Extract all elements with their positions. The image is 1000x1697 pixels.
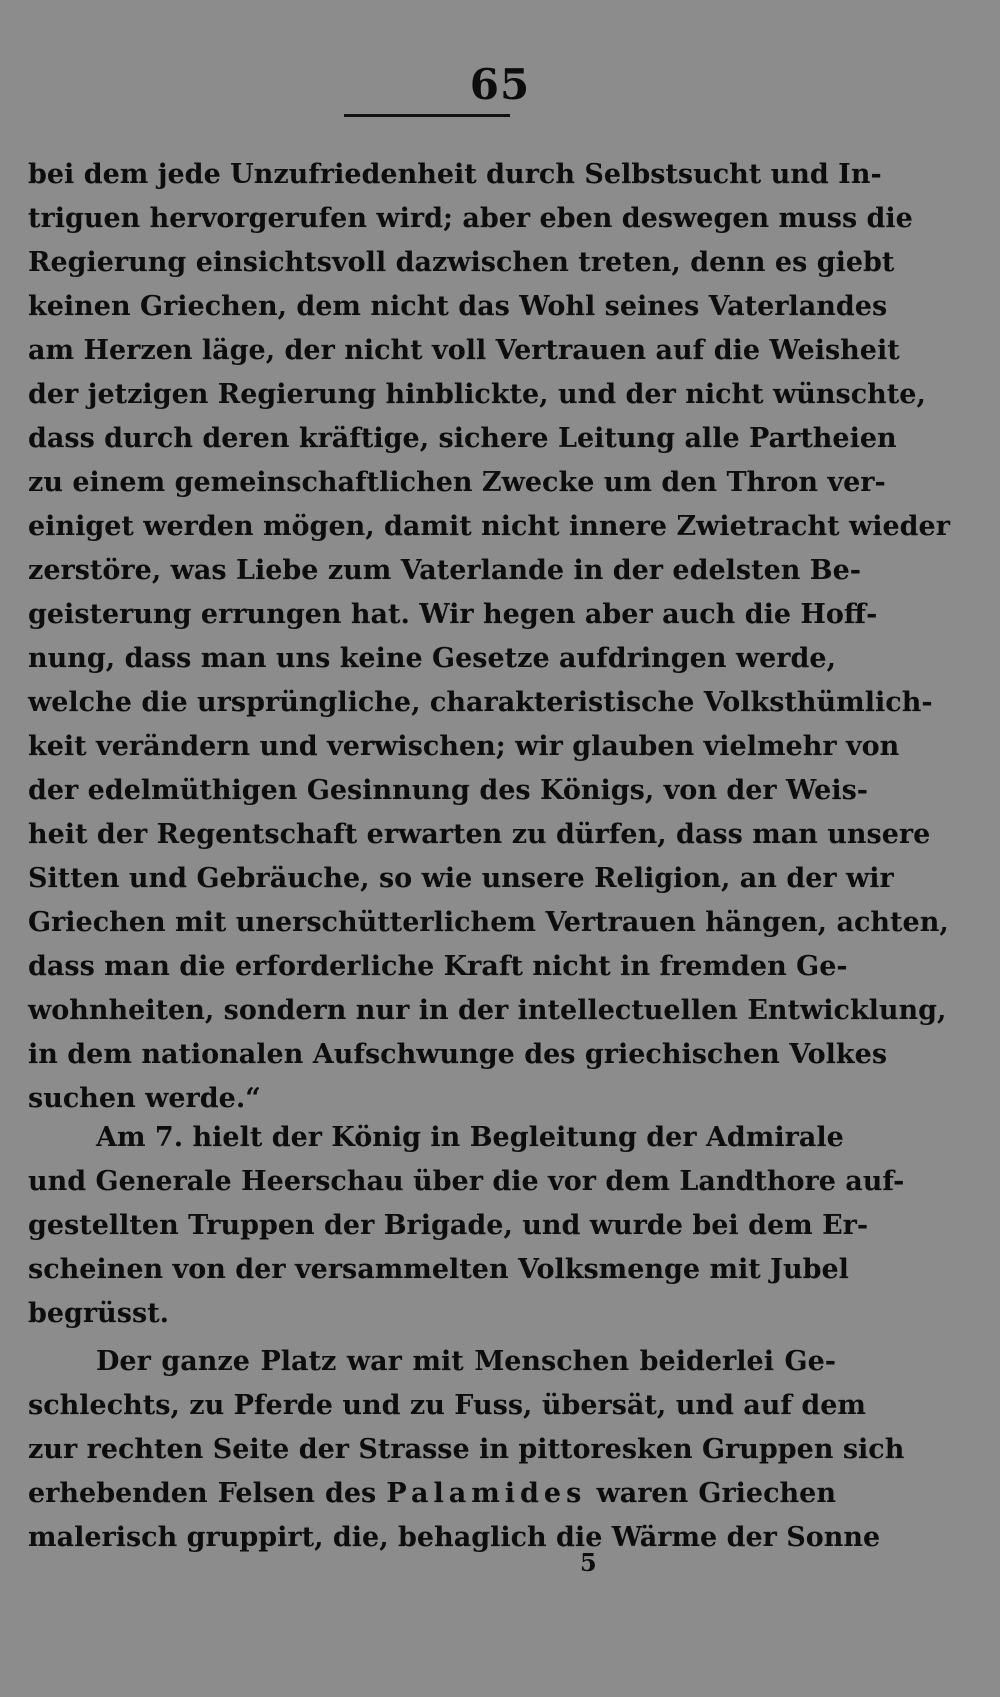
text-line: nung, dass man uns keine Gesetze aufdringen werde, <box>28 643 836 674</box>
text-line: Griechen mit unerschütterlichem Vertrauen hängen, achten, <box>28 907 949 938</box>
paragraph-review <box>28 1116 905 1336</box>
text-line: zu einem gemeinschaftlichen Zwecke um den Thron ver- <box>28 467 886 498</box>
paragraph-continuation <box>28 153 950 1121</box>
text-line: schlechts, zu Pferde und zu Fuss, übersät, und auf dem <box>28 1390 867 1421</box>
text-line: heit der Regentschaft erwarten zu dürfen, dass man unsere <box>28 819 931 850</box>
text-line: Sitten und Gebräuche, so wie unsere Religion, an der wir <box>28 863 894 894</box>
text-line: und Generale Heerschau über die vor dem Landthore auf- <box>28 1166 905 1197</box>
text-line: der jetzigen Regierung hinblickte, und der nicht wünschte, <box>28 379 926 410</box>
text-fragment: erhebenden Felsen des <box>28 1478 377 1509</box>
page-number: 65 <box>469 60 531 109</box>
text-line: malerisch gruppirt, die, behaglich die Wärme der Sonne <box>28 1522 881 1553</box>
text-line: welche die ursprüngliche, charakteristische Volksthümlich- <box>28 687 933 718</box>
text-line: scheinen von der versammelten Volksmenge mit Jubel <box>28 1254 849 1285</box>
text-fragment: waren Griechen <box>596 1478 836 1509</box>
paragraph-square <box>28 1340 905 1560</box>
text-line: keinen Griechen, dem nicht das Wohl seines Vaterlandes <box>28 291 888 322</box>
text-line: einiget werden mögen, damit nicht innere Zwietracht wieder <box>28 511 950 542</box>
text-line: dass man die erforderliche Kraft nicht in fremden Ge- <box>28 951 848 982</box>
text-line-mixed <box>28 1472 836 1516</box>
text-line: am Herzen läge, der nicht voll Vertrauen auf die Weisheit <box>28 335 900 366</box>
signature-mark: 5 <box>580 1548 597 1577</box>
text-line: Regierung einsichtsvoll dazwischen treten, denn es giebt <box>28 247 895 278</box>
text-line: keit verändern und verwischen; wir glauben vielmehr von <box>28 731 900 762</box>
text-line: Der ganze Platz war mit Menschen beiderlei Ge- <box>96 1346 836 1377</box>
place-name: Palamides <box>386 1478 587 1509</box>
header-rule <box>344 114 510 117</box>
text-line: triguen hervorgerufen wird; aber eben deswegen muss die <box>28 203 913 234</box>
text-line: zerstöre, was Liebe zum Vaterlande in der edelsten Be- <box>28 555 861 586</box>
text-line: dass durch deren kräftige, sichere Leitung alle Partheien <box>28 423 897 454</box>
text-line: der edelmüthigen Gesinnung des Königs, von der Weis- <box>28 775 868 806</box>
text-line: Am 7. hielt der König in Begleitung der Admirale <box>96 1122 844 1153</box>
text-line: geisterung errungen hat. Wir hegen aber auch die Hoff- <box>28 599 878 630</box>
text-line: bei dem jede Unzufriedenheit durch Selbstsucht und In- <box>28 159 882 190</box>
text-line: wohnheiten, sondern nur in der intellectuellen Entwicklung, <box>28 995 947 1026</box>
text-line: suchen werde.“ <box>28 1083 261 1114</box>
text-line: zur rechten Seite der Strasse in pittoresken Gruppen sich <box>28 1434 905 1465</box>
text-line: begrüsst. <box>28 1298 170 1329</box>
text-line: gestellten Truppen der Brigade, und wurde bei dem Er- <box>28 1210 869 1241</box>
text-line: in dem nationalen Aufschwunge des griechischen Volkes <box>28 1039 888 1070</box>
